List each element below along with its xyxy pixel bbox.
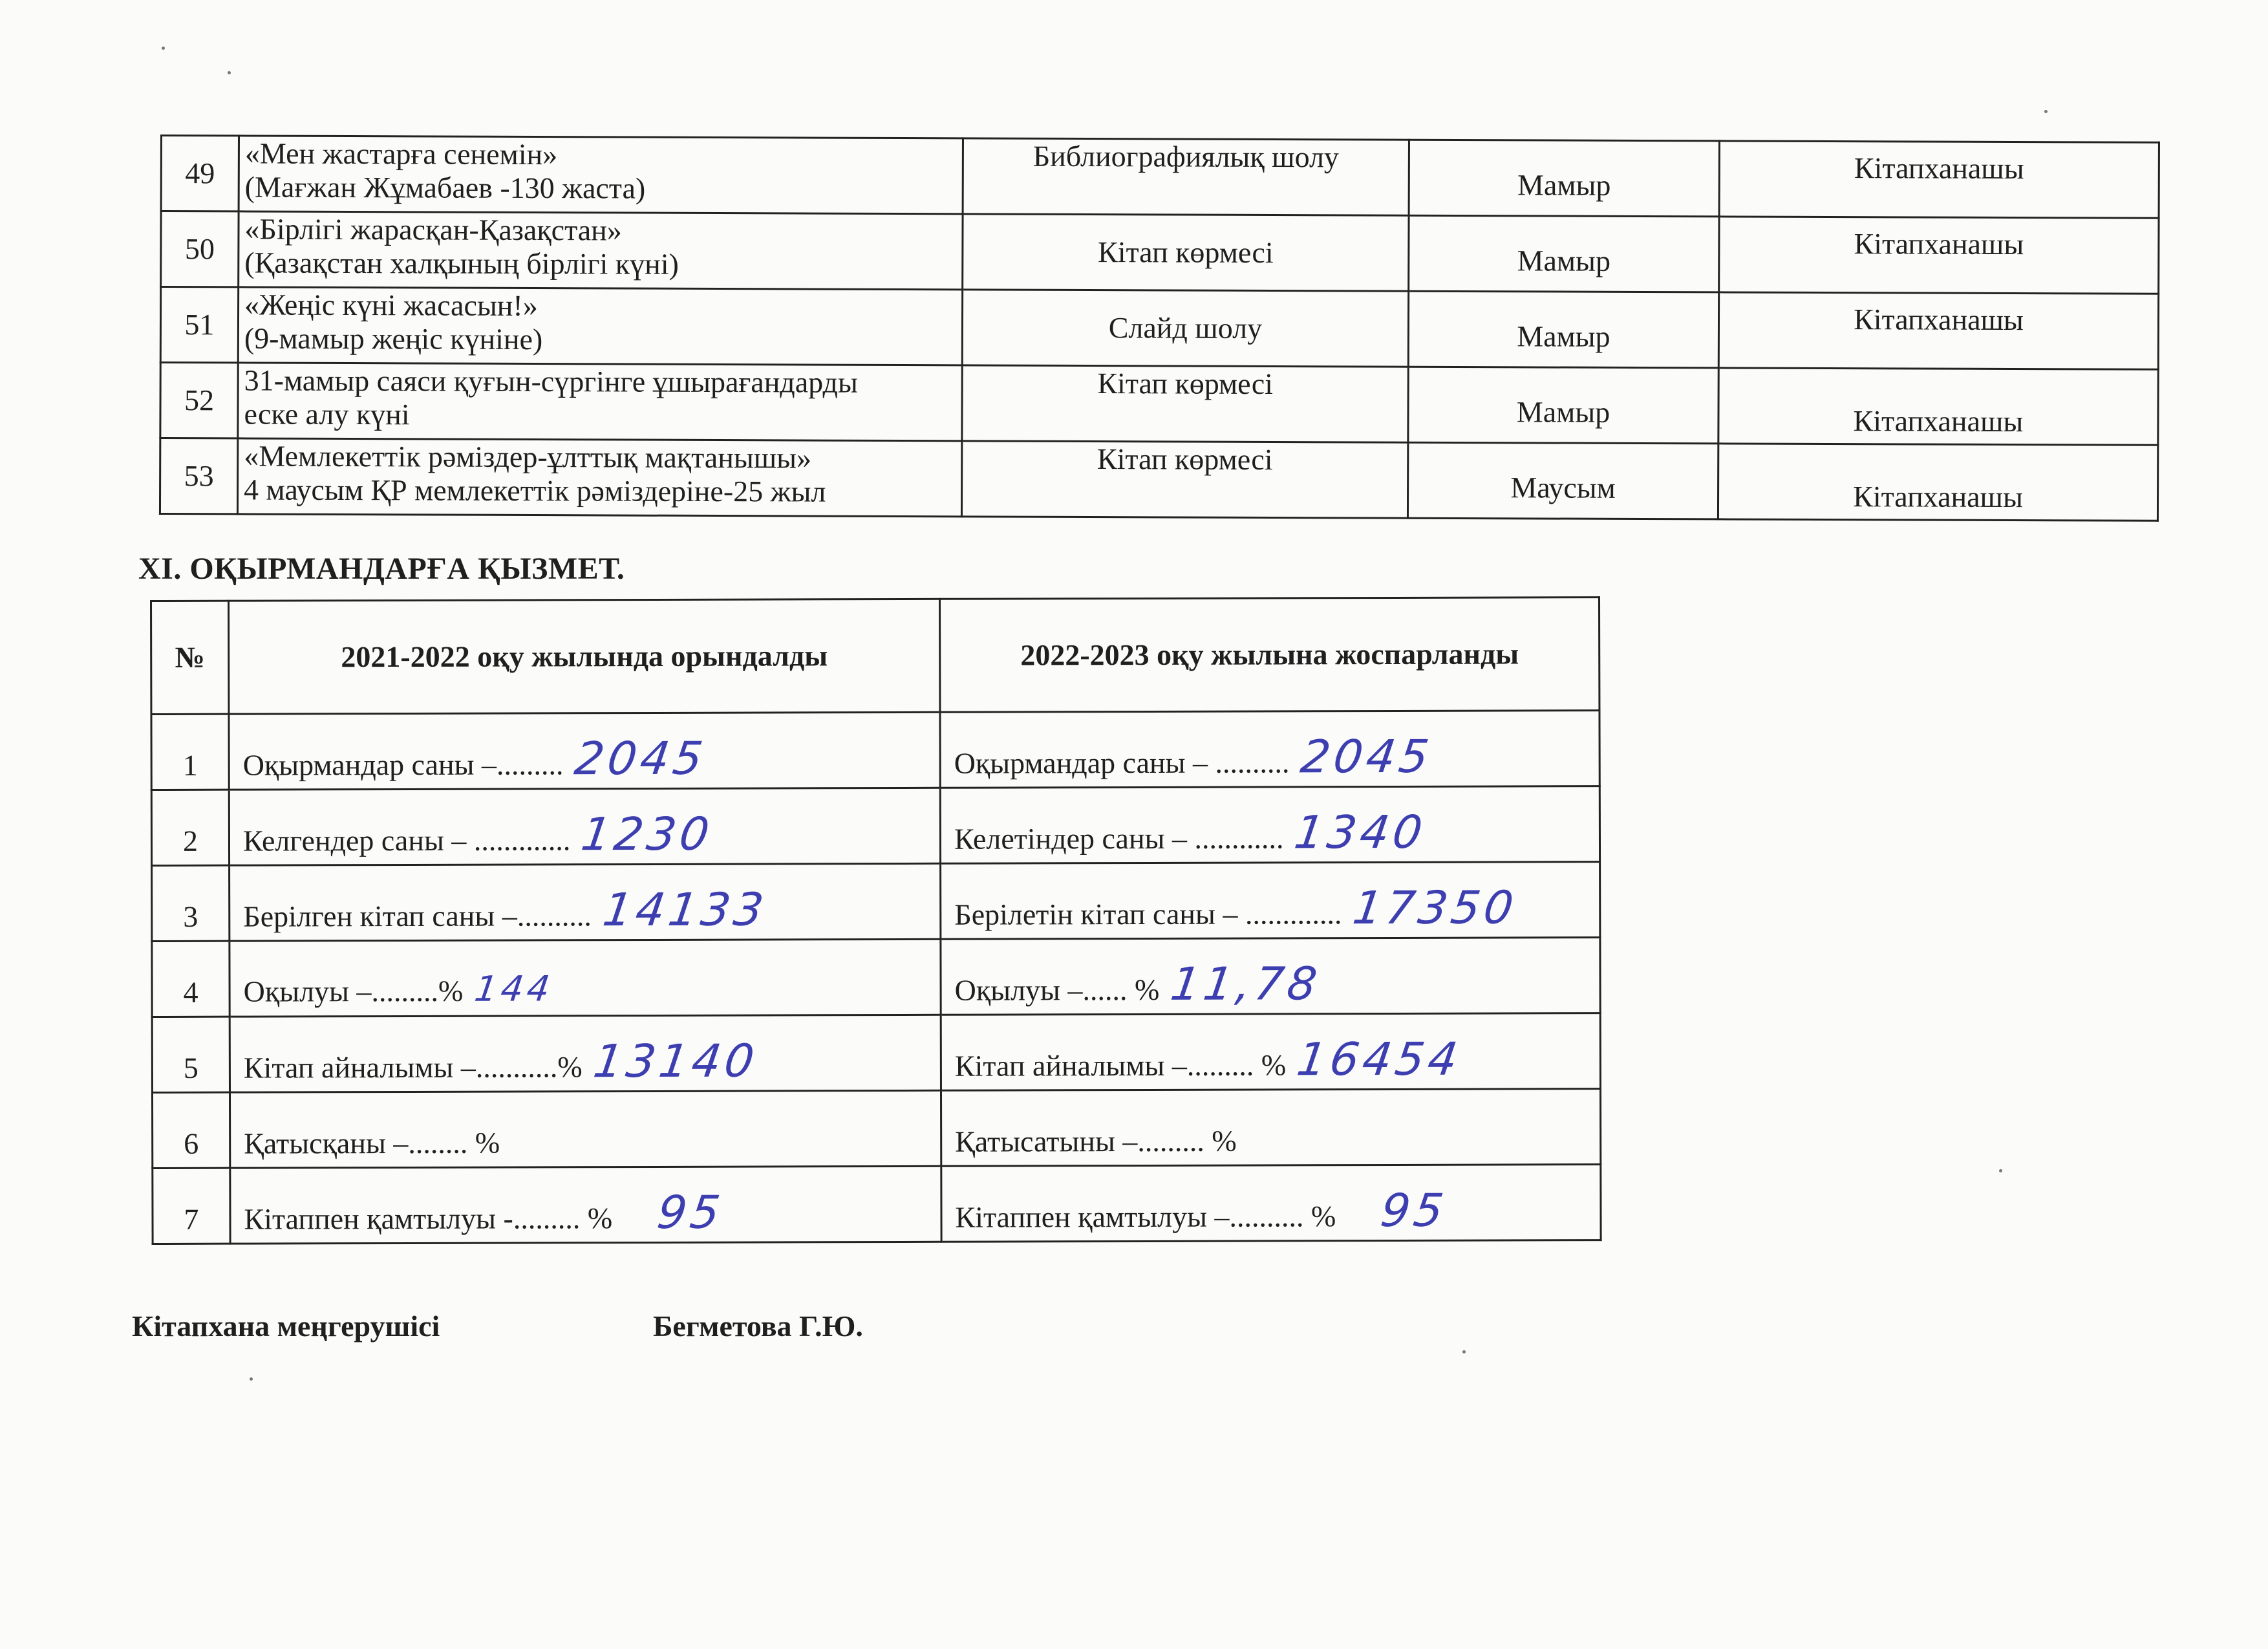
done-handwritten-value: 2045	[571, 731, 710, 786]
header-planned: 2022-2023 оқу жылына жоспарланды	[939, 598, 1599, 713]
signature-name: Бегметова Г.Ю.	[653, 1310, 863, 1342]
event-form: Слайд шолу	[962, 290, 1408, 367]
scan-speck	[162, 47, 165, 50]
scan-speck	[228, 71, 231, 74]
reader-service-table	[150, 596, 1602, 1245]
event-title-line1: «Бірлігі жарасқан-Қазақстан»	[244, 212, 622, 247]
planned-label: Қатысатыны –......... %	[955, 1124, 1237, 1158]
done-handwritten-value: 14133	[599, 883, 771, 937]
event-responsible: Кітапханашы	[1719, 141, 2159, 218]
planned-cell	[941, 938, 1600, 1015]
signature-role: Кітапхана меңгерушісі	[132, 1310, 440, 1342]
table-row	[160, 438, 2157, 521]
planned-cell	[941, 1165, 1601, 1242]
planned-handwritten-value: 2045	[1297, 729, 1436, 784]
planned-cell	[941, 862, 1600, 940]
table-row	[152, 1089, 1600, 1169]
event-title	[237, 438, 961, 517]
done-label: Келгендер саны – .............	[242, 823, 571, 857]
event-title	[239, 211, 963, 290]
event-title-line1: «Мен жастарға сенемін»	[244, 136, 558, 171]
done-cell	[230, 1166, 941, 1244]
row-number: 1	[151, 714, 229, 790]
event-number: 53	[160, 438, 237, 514]
table-row	[160, 363, 2158, 446]
planned-label: Келетіндер саны – ............	[954, 821, 1284, 856]
table-header-row	[151, 598, 1599, 715]
event-title	[239, 136, 963, 214]
table-row	[161, 211, 2159, 294]
done-label: Кітаппен қамтылуы -......... %	[244, 1202, 613, 1236]
event-form: Кітап көрмесі	[962, 365, 1408, 442]
row-number: 2	[151, 790, 229, 865]
planned-label: Кітаппен қамтылуы –.......... %	[955, 1200, 1336, 1234]
done-cell	[229, 788, 940, 865]
done-label: Берілген кітап саны –..........	[243, 899, 592, 933]
planned-handwritten-value: 16454	[1294, 1032, 1465, 1086]
planned-label: Оқырмандар саны – ..........	[954, 746, 1290, 780]
event-title	[238, 363, 962, 441]
event-title-line2: (Мағжан Жұмабаев -130 жаста)	[244, 170, 646, 205]
table-row	[152, 1013, 1600, 1093]
planned-cell	[940, 711, 1599, 788]
event-responsible: Кітапханашы	[1718, 292, 2158, 369]
events-table	[159, 135, 2160, 522]
event-responsible: Кітапханашы	[1719, 217, 2159, 294]
planned-label: Кітап айналымы –......... %	[954, 1048, 1287, 1083]
event-number: 50	[161, 211, 239, 287]
event-responsible: Кітапханашы	[1718, 444, 2157, 521]
row-number: 5	[152, 1017, 230, 1092]
event-month: Мамыр	[1409, 140, 1719, 217]
done-cell	[230, 1090, 941, 1168]
event-form: Кітап көрмесі	[963, 214, 1409, 291]
scan-speck	[1462, 1350, 1466, 1353]
planned-cell	[941, 1013, 1600, 1091]
planned-handwritten-value: 11,78	[1167, 957, 1324, 1011]
table-row	[153, 1165, 1601, 1244]
done-label: Оқырмандар саны –.........	[242, 748, 564, 782]
table-row	[151, 786, 1599, 866]
planned-handwritten-value: 17350	[1349, 881, 1521, 935]
event-month: Маусым	[1407, 442, 1718, 519]
scan-speck	[1999, 1169, 2002, 1172]
row-number: 6	[152, 1092, 230, 1168]
done-handwritten-value: 13140	[590, 1034, 761, 1088]
event-month: Мамыр	[1408, 367, 1718, 444]
event-title-line1: «Жеңіс күні жасасын!»	[244, 288, 538, 323]
done-handwritten-value: 95	[654, 1185, 727, 1239]
event-month: Мамыр	[1409, 215, 1719, 292]
section-title: XI. ОҚЫРМАНДАРҒА ҚЫЗМЕТ.	[138, 552, 625, 586]
event-form: Кітап көрмесі	[961, 441, 1407, 518]
planned-cell	[941, 1089, 1600, 1167]
event-title-line2: еске алу күні	[244, 397, 410, 431]
planned-cell	[940, 786, 1599, 864]
table-row	[152, 938, 1600, 1017]
event-title-line1: «Мемлекеттік рәміздер-ұлттық мақтанышы»	[244, 439, 812, 475]
done-handwritten-value: 144	[471, 968, 556, 1009]
event-month: Мамыр	[1408, 291, 1718, 368]
done-cell	[229, 712, 940, 790]
scan-speck	[250, 1377, 253, 1381]
event-responsible: Кітапханашы	[1718, 368, 2158, 445]
table-row	[161, 136, 2159, 219]
event-form: Библиографиялық шолу	[963, 138, 1409, 215]
done-handwritten-value: 1230	[578, 807, 717, 861]
done-label: Оқылуы –.........%	[243, 974, 464, 1008]
scan-speck	[2044, 110, 2048, 113]
event-number: 49	[161, 136, 239, 211]
done-cell	[230, 863, 941, 941]
row-number: 7	[153, 1168, 230, 1244]
event-title-line2: (9-мамыр жеңіс күніне)	[244, 321, 543, 356]
table-row	[160, 287, 2158, 370]
done-cell	[230, 939, 941, 1017]
row-number: 3	[152, 865, 230, 941]
header-done: 2021-2022 оқу жылында орындалды	[229, 599, 940, 714]
planned-handwritten-value: 95	[1377, 1183, 1450, 1238]
planned-label: Берілетін кітап саны – .............	[954, 897, 1342, 931]
table-row	[152, 862, 1600, 942]
event-title-line2: (Қазақстан халқының бірлігі күні)	[244, 246, 679, 281]
event-title	[238, 287, 962, 365]
event-number: 52	[160, 363, 238, 438]
done-label: Кітап айналымы –...........%	[243, 1050, 583, 1084]
done-label: Қатысқаны –........ %	[244, 1126, 500, 1160]
table-row	[151, 711, 1599, 790]
planned-handwritten-value: 1340	[1291, 805, 1430, 859]
row-number: 4	[152, 941, 230, 1017]
done-cell	[230, 1015, 941, 1092]
event-title-line2: 4 маусым ҚР мемлекеттік рәміздеріне-25 жыл	[243, 473, 826, 508]
header-number: №	[151, 601, 229, 714]
event-title-line1: 31-мамыр саяси қуғын-сүргінге ұшырағандарды	[244, 363, 858, 399]
planned-label: Оқылуы –...... %	[954, 973, 1160, 1007]
event-number: 51	[160, 287, 238, 363]
